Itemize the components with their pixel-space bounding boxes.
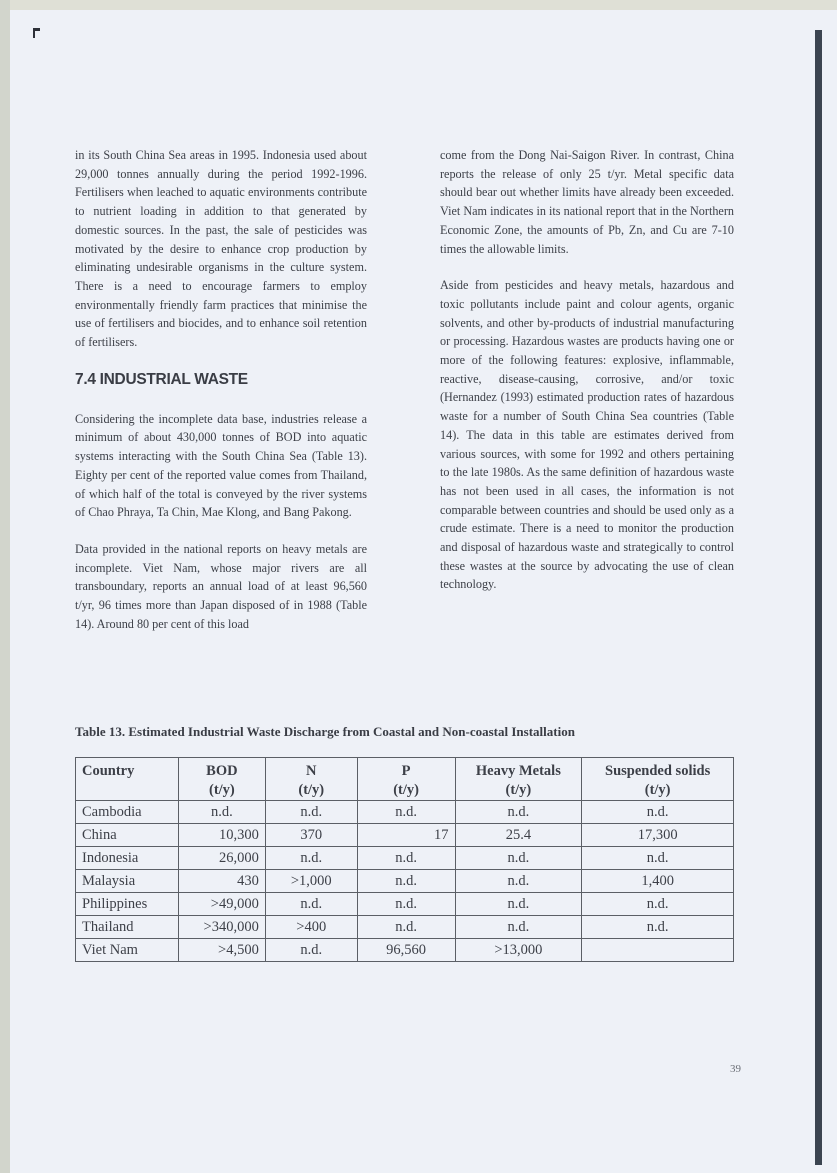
scan-left-edge	[0, 0, 10, 1173]
cell-country: Philippines	[76, 893, 179, 916]
cell-heavy-metals: n.d.	[455, 870, 582, 893]
cell-n: >1,000	[265, 870, 357, 893]
table-caption: Table 13. Estimated Industrial Waste Discharge from Coastal and Non-coastal Installation	[75, 724, 575, 739]
cell-bod: n.d.	[178, 801, 265, 824]
cell-heavy-metals: n.d.	[455, 847, 582, 870]
binding-edge-bar	[815, 30, 822, 1165]
paragraph: Data provided in the national reports on heavy metals are incomplete. Viet Nam, whose major rivers are all transboundary, reports an annual load of at least 96,560 t/yr, 96 times more than Japan disposed of in 1988 (Table 14). Around 80 per cent of this load	[75, 541, 367, 631]
cell-p: n.d.	[357, 801, 455, 824]
cell-p: n.d.	[357, 893, 455, 916]
cell-bod: >49,000	[178, 893, 265, 916]
scan-top-edge	[0, 0, 837, 10]
cell-p: n.d.	[357, 916, 455, 939]
cell-suspended-solids: n.d.	[582, 801, 734, 824]
cell-country: Cambodia	[76, 801, 179, 824]
paragraph: Aside from pesticides and heavy metals, hazardous and toxic pollutants include paint and colour agents, organic solvents, and other by-products of industrial manufacturing or processing. Hazardous wastes are products having one or more of the following features: explosive, inflammable, reactive, disease-causing, corrosive, and/or toxic (Hernandez (1993) estimated production rates of hazardous waste for a number of South China Sea countries (Table 14). The data in this table are estimates derived from various sources, with some for 1992 and others pertaining to the late 1980s. As the same definition of hazardous waste has not been used in all cases, the information is not comparable between countries and should be used only as a crude estimate. There is a need to monitor the production and disposal of hazardous waste and strategically to control these wastes at the source by advocating the use of clean technology.	[440, 278, 734, 592]
cell-n: >400	[265, 916, 357, 939]
header-country: Country	[76, 758, 179, 801]
right-column	[440, 146, 734, 612]
table-row	[76, 847, 734, 870]
cell-suspended-solids: 17,300	[582, 824, 734, 847]
table-header-row	[76, 758, 734, 801]
cell-bod: >4,500	[178, 939, 265, 962]
paragraph: come from the Dong Nai-Saigon River. In contrast, China reports the release of only 25 t/yr. Metal specific data should bear out whether limits have already been exceeded. Viet Nam indicates in its national report that in the Northern Economic Zone, the amounts of Pb, Zn, and Cu are 7-10 times the allowable limits.	[440, 148, 734, 256]
header-n: N (t/y)	[265, 758, 357, 801]
cell-heavy-metals: >13,000	[455, 939, 582, 962]
cell-country: Thailand	[76, 916, 179, 939]
cell-n: 370	[265, 824, 357, 847]
cell-p: n.d.	[357, 847, 455, 870]
cell-n: n.d.	[265, 801, 357, 824]
cell-p: 96,560	[357, 939, 455, 962]
table-row	[76, 824, 734, 847]
cell-heavy-metals: 25.4	[455, 824, 582, 847]
cell-n: n.d.	[265, 847, 357, 870]
cell-n: n.d.	[265, 893, 357, 916]
cell-suspended-solids: n.d.	[582, 916, 734, 939]
cell-suspended-solids	[582, 939, 734, 962]
cell-bod: 26,000	[178, 847, 265, 870]
cell-bod: >340,000	[178, 916, 265, 939]
header-heavy-metals: Heavy Metals (t/y)	[455, 758, 582, 801]
cell-country: Indonesia	[76, 847, 179, 870]
table-row	[76, 870, 734, 893]
cell-heavy-metals: n.d.	[455, 801, 582, 824]
cell-suspended-solids: 1,400	[582, 870, 734, 893]
cell-suspended-solids: n.d.	[582, 847, 734, 870]
cell-country: Malaysia	[76, 870, 179, 893]
header-suspended-solids: Suspended solids (t/y)	[582, 758, 734, 801]
header-bod: BOD (t/y)	[178, 758, 265, 801]
cell-n: n.d.	[265, 939, 357, 962]
paragraph: Considering the incomplete data base, industries release a minimum of about 430,000 tonnes of BOD into aquatic systems interacting with the South China Sea (Table 13). Eighty per cent of the reported value comes from Thailand, of which half of the total is conveyed by the river systems of Chao Phraya, Ta Chin, Mae Klong, and Bang Pakong.	[75, 411, 367, 520]
cell-suspended-solids: n.d.	[582, 893, 734, 916]
crop-mark	[33, 28, 40, 31]
table-row	[76, 893, 734, 916]
cell-country: Viet Nam	[76, 939, 179, 962]
cell-heavy-metals: n.d.	[455, 893, 582, 916]
cell-heavy-metals: n.d.	[455, 916, 582, 939]
paragraph: in its South China Sea areas in 1995. Indonesia used about 29,000 tonnes annually during the period 1992-1996. Fertilisers when leached to aquatic environments contribute to nutrient loading in addition to that generated by domestic sources. In the past, the sale of pesticides was motivated by the desire to enhance crop production by eliminating undesirable organisms in the culture system. There is a need to encourage farmers to employ environmentally friendly farm practices that minimise the use of fertilisers and biocides, and to enhance soil retention of fertilisers.	[75, 148, 367, 350]
cell-p: n.d.	[357, 870, 455, 893]
cell-country: China	[76, 824, 179, 847]
table-row	[76, 916, 734, 939]
header-p: P (t/y)	[357, 758, 455, 801]
industrial-waste-table	[75, 757, 734, 962]
table-row	[76, 801, 734, 824]
left-column	[75, 146, 367, 651]
page-number: 39	[730, 1063, 741, 1075]
cell-bod: 430	[178, 870, 265, 893]
table-row	[76, 939, 734, 962]
cell-bod: 10,300	[178, 824, 265, 847]
section-heading: 7.4 INDUSTRIAL WASTE	[75, 370, 248, 388]
cell-p: 17	[357, 824, 455, 847]
